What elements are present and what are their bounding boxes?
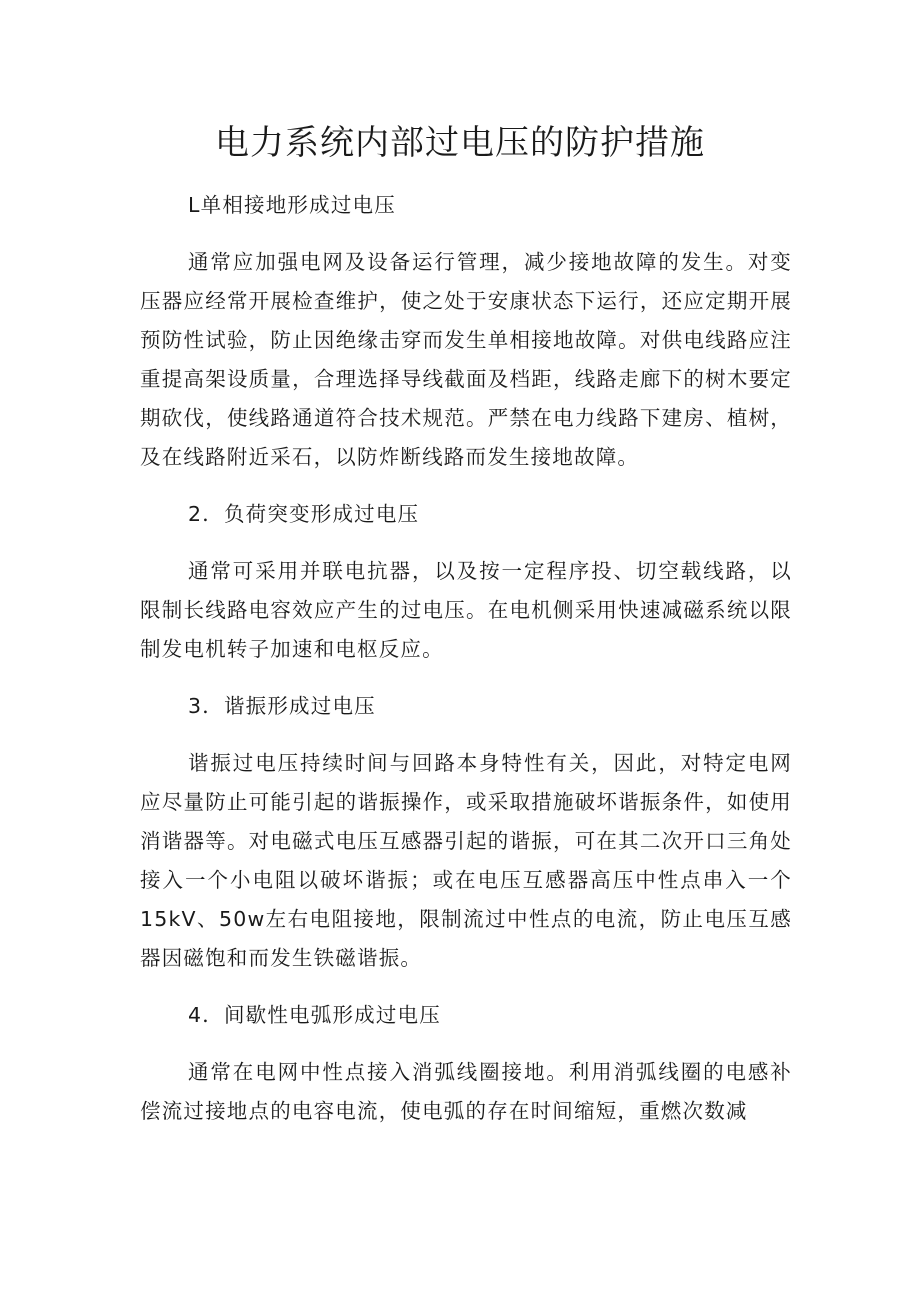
section-load-change — [140, 495, 792, 669]
document-title: 电力系统内部过电压的防护措施 — [215, 123, 705, 163]
section-heading: 2．负荷突变形成过电压 — [188, 502, 420, 526]
document-body — [140, 186, 792, 1149]
section-resonance — [140, 687, 792, 978]
section-heading: 3．谐振形成过电压 — [188, 694, 376, 718]
section-heading: 4．间歇性电弧形成过电压 — [188, 1003, 441, 1027]
section-heading: L单相接地形成过电压 — [188, 193, 396, 217]
section-paragraph: 谐振过电压持续时间与回路本身特性有关，因此，对特定电网应尽量防止可能引起的谐振操作，或采取措施破坏谐振条件，如使用消谐器等。对电磁式电压互感器引起的谐振，可在其二次开口三角处接入一个小电阻以破坏谐振；或在电压互感器高压中性点串入一个15kV、50w左右电阻接地，限制流过中性点的电流，防止电压互感器因磁饱和而发生铁磁谐振。 — [140, 751, 792, 970]
section-single-phase-grounding — [140, 186, 792, 477]
section-intermittent-arc — [140, 996, 792, 1131]
section-paragraph: 通常可采用并联电抗器，以及按一定程序投、切空载线路，以限制长线路电容效应产生的过电压。在电机侧采用快速减磁系统以限制发电机转子加速和电枢反应。 — [140, 559, 792, 661]
section-paragraph: 通常在电网中性点接入消弧线圈接地。利用消弧线圈的电感补偿流过接地点的电容电流，使电弧的存在时间缩短，重燃次数减 — [140, 1060, 792, 1123]
section-paragraph: 通常应加强电网及设备运行管理，减少接地故障的发生。对变压器应经常开展检查维护，使之处于安康状态下运行，还应定期开展预防性试验，防止因绝缘击穿而发生单相接地故障。对供电线路应注重提高架设质量，合理选择导线截面及档距，线路走廊下的树木要定期砍伐，使线路通道符合技术规范。严禁在电力线路下建房、植树，及在线路附近采石，以防炸断线路而发生接地故障。 — [140, 250, 792, 469]
